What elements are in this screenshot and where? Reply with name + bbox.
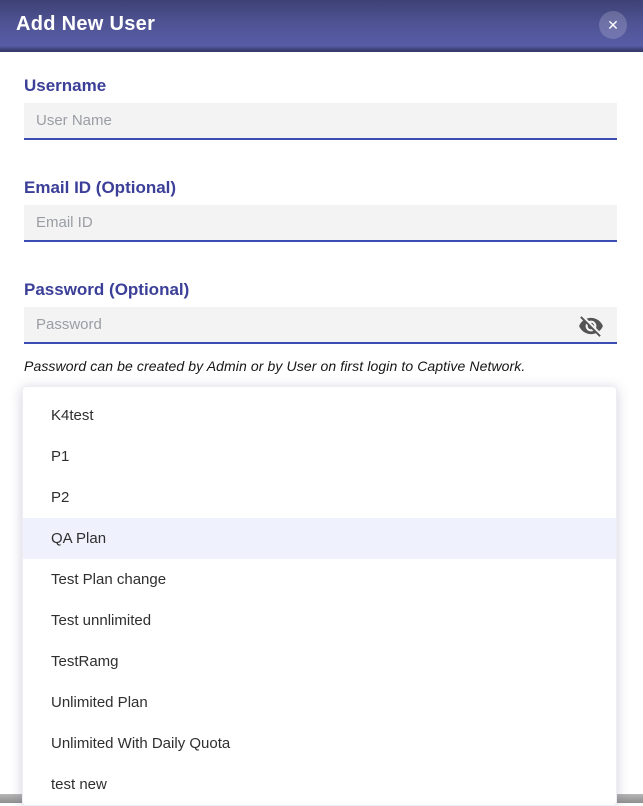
visibility-off-icon [577,313,605,339]
plan-option-test-plan-change[interactable]: Test Plan change [51,571,167,588]
modal-title: Add New User [16,12,156,35]
close-icon: ✕ [607,17,619,33]
email-field-group [24,178,617,242]
password-field-group [24,280,617,344]
plan-option-test-unnlimited[interactable]: Test unnlimited [51,612,152,629]
email-field[interactable] [24,205,617,242]
plan-option-testramg[interactable]: TestRamg [51,653,119,670]
plan-option-unlimited-with-daily-quota[interactable]: Unlimited With Daily Quota [51,735,231,752]
plan-option-p1[interactable]: P1 [51,448,70,465]
plan-option-unlimited-plan[interactable]: Unlimited Plan [51,694,148,711]
plan-option-k4test[interactable]: K4test [51,407,94,424]
email-label: Email ID (Optional) [24,178,177,197]
password-note: Password can be created by Admin or by User on first login to Captive Network. [24,358,526,374]
toggle-password-visibility-button[interactable] [577,312,605,340]
password-label: Password (Optional) [24,280,190,299]
modal-body [0,76,643,806]
plan-option-p2[interactable]: P2 [51,489,70,506]
username-label: Username [24,76,107,95]
modal-header [0,0,643,52]
password-field[interactable] [24,307,617,344]
plan-dropdown-list [22,386,617,806]
close-button[interactable] [599,11,627,39]
username-input[interactable] [24,103,617,140]
password-input-wrap [24,307,617,344]
username-field-group [24,76,617,140]
username-input-wrap [24,103,617,140]
plan-option-test-new[interactable]: test new [51,776,107,793]
plan-option-qa-plan[interactable]: QA Plan [23,518,616,559]
email-input-wrap [24,205,617,242]
